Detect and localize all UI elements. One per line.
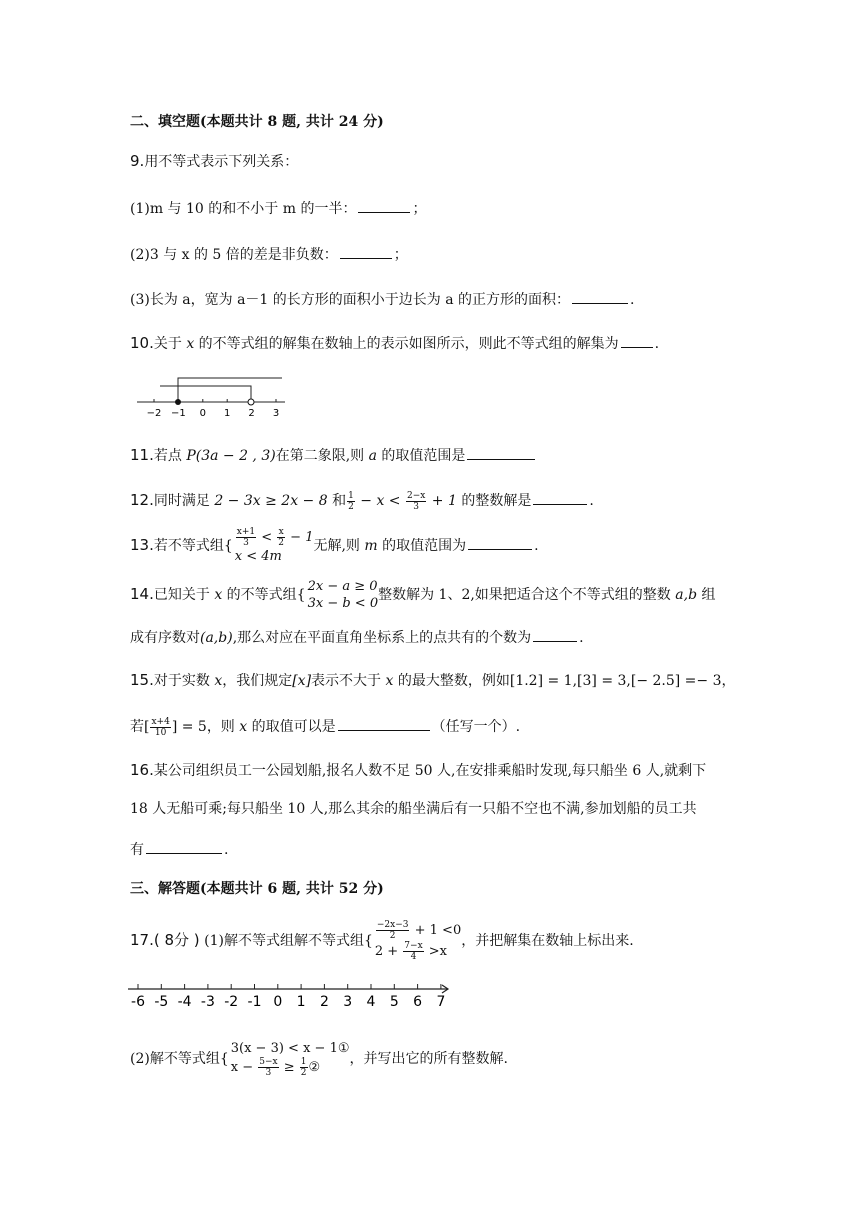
question-15-line-1: 15.对于实数 x，我们规定[x]表示不大于 x 的最大整数，例如[1.2] = 1,[3] = 3,[− 2.5] =− 3， — [130, 671, 736, 689]
tick-label: -6 — [131, 994, 145, 1010]
solution-ray-2 — [160, 386, 251, 402]
tick-label: 7 — [436, 994, 446, 1010]
answer-blank[interactable] — [146, 839, 222, 854]
tick-label: -1 — [247, 994, 262, 1010]
section-2-title: 二、填空题(本题共计 8 题, 共计 24 分) — [130, 114, 384, 130]
open-dot — [248, 399, 254, 405]
tick-label: -5 — [154, 994, 169, 1010]
closed-dot — [175, 399, 181, 405]
question-number: 17. — [130, 931, 154, 949]
question-16-line-1: 16.某公司组织员工一公园划船,报名人数不足 50 人,在安排乘船时发现,每只船坐 6 人,就剩下 — [130, 761, 707, 779]
question-number: 14. — [130, 585, 154, 603]
fraction: $\frac{x+4}{10}$ — [151, 716, 170, 738]
tick-label: 5 — [389, 994, 399, 1010]
question-9-stem: 9.用不等式表示下列关系： — [130, 152, 299, 170]
inequality-system: $\frac{x+1}{3}$ < $\frac{x}{2}$ − 1 x < 4m — [234, 527, 314, 564]
answer-blank[interactable] — [338, 716, 430, 731]
tick-label: −1 — [171, 408, 186, 419]
question-13: 13.若不等式组{ $\frac{x+1}{3}$ < $\frac{x}{2}$ − 1 x < 4m 无解,则 m 的取值范围为 . — [130, 527, 539, 564]
question-16-line-2: 18 人无船可乘;每只船坐 10 人,那么其余的船坐满后有一只船不空也不满,参加划船的员工共 — [130, 801, 697, 817]
question-number: 9. — [130, 152, 145, 170]
question-number: 11. — [130, 446, 154, 464]
question-number: 15. — [130, 671, 154, 689]
answer-blank[interactable] — [467, 445, 535, 460]
answer-blank[interactable] — [533, 490, 587, 505]
answer-blank[interactable] — [621, 333, 653, 348]
answer-blank[interactable] — [468, 535, 532, 550]
question-number: 13. — [130, 536, 154, 554]
answer-blank[interactable] — [572, 289, 628, 304]
question-number: 16. — [130, 761, 154, 779]
tick-label: 6 — [413, 994, 423, 1010]
number-line-q10 — [135, 368, 295, 422]
question-16-line-3: 有 . — [130, 839, 228, 859]
section-3-title: 三、解答题(本题共计 6 题, 共计 52 分) — [130, 881, 384, 897]
question-10: 10.关于 x 的不等式组的解集在数轴上的表示如图所示，则此不等式组的解集为 . — [130, 334, 660, 352]
inequality-system: $\frac{-2x-3}{2}$ + 1 <0 2 + $\frac{7-x}{4}$ >x — [374, 920, 462, 962]
tick-label: 1 — [224, 408, 231, 419]
fraction: $\frac{2-x}{3}$ — [406, 490, 426, 512]
tick-label: 0 — [199, 408, 206, 419]
tick-label: -4 — [177, 994, 192, 1010]
question-9-part-3: (3)长为 a，宽为 a－1 的长方形的面积小于边长为 a 的正方形的面积： . — [130, 289, 634, 309]
question-14-line-2: 成有序数对(a,b),那么对应在平面直角坐标系上的点共有的个数为 . — [130, 627, 584, 647]
tick-label: 2 — [248, 408, 255, 419]
tick-label: -2 — [224, 994, 239, 1010]
question-15-line-2: 若[ $\frac{x+4}{10}$ ] = 5，则 x 的取值可以是 （任写一个）. — [130, 716, 521, 738]
answer-blank[interactable] — [358, 198, 410, 213]
tick-label: -3 — [200, 994, 215, 1010]
inequality-system: 2x − a ≥ 0 3x − b < 0 — [307, 579, 379, 611]
tick-label: 3 — [272, 408, 280, 419]
question-9-part-1: (1)m 与 10 的和不小于 m 的一半： ； — [130, 198, 426, 218]
question-9-part-2: (2)3 与 x 的 5 倍的差是非负数： ； — [130, 244, 408, 264]
tick-label: 4 — [366, 994, 376, 1010]
question-14-line-1: 14.已知关于 x 的不等式组{ 2x − a ≥ 0 3x − b < 0 整数解为 1、2,如果把适合这个不等式组的整数 a,b 组 — [130, 579, 716, 611]
answer-blank[interactable] — [340, 244, 392, 259]
tick-label: −2 — [146, 408, 162, 419]
number-line-q17 — [128, 984, 458, 1010]
question-11: 11.若点 P(3a − 2 , 3)在第二象限,则 a 的取值范围是 — [130, 445, 537, 465]
question-17-part-1: 17.( 8分 ) (1)解不等式组解不等式组{ $\frac{-2x-3}{2}$ + 1 <0 2 + $\frac{7-x}{4}$ >x ，并把解集在数轴上标出来. — [130, 920, 634, 962]
tick-label: 0 — [273, 994, 283, 1010]
question-17-part-2: (2)解不等式组{ 3(x − 3) < x − 1① x − $\frac{5-x}{3}$ ≥ $\frac{1}{2}$ ② ，并写出它的所有整数解. — [130, 1041, 508, 1078]
inequality-system: 3(x − 3) < x − 1① x − $\frac{5-x}{3}$ ≥ $\frac{1}{2}$ ② — [230, 1041, 350, 1078]
tick-label: 2 — [319, 994, 329, 1010]
solution-ray-1 — [178, 378, 282, 402]
question-number: 10. — [130, 334, 154, 352]
question-number: 12. — [130, 491, 154, 509]
question-12: 12.同时满足 2 − 3x ≥ 2x − 8 和 $\frac{1}{2}$ − x < $\frac{2-x}{3}$ + 1 的整数解是 . — [130, 490, 594, 512]
answer-blank[interactable] — [533, 627, 577, 642]
fraction: $\frac{1}{2}$ — [348, 490, 354, 512]
tick-label: 1 — [296, 994, 306, 1010]
tick-label: 3 — [343, 994, 353, 1010]
